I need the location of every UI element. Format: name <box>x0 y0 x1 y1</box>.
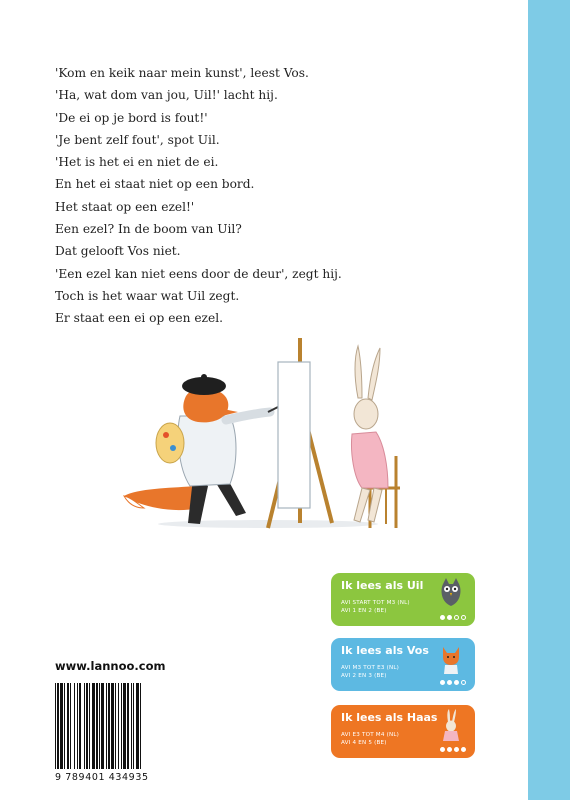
level-range-nl: AVI E3 TOT M4 (NL) <box>341 732 400 738</box>
isbn-digits: 9 789401 434935 <box>55 772 149 783</box>
level-badge-vos <box>331 638 475 691</box>
story-line: Dat gelooft Vos niet. <box>55 244 181 259</box>
story-line: En het ei staat niet op een bord. <box>55 177 255 192</box>
level-dot-filled <box>447 680 452 685</box>
level-title: Ik lees als Vos <box>341 644 429 657</box>
level-range-nl: AVI M3 TOT E3 (NL) <box>341 665 400 671</box>
barcode-bar <box>89 683 90 769</box>
story-line: 'Het is het ei en niet de ei. <box>55 155 219 170</box>
level-dot-filled <box>454 680 459 685</box>
barcode-bar <box>67 683 69 769</box>
level-range-be: AVI 2 EN 3 (BE) <box>341 673 387 679</box>
barcode-bar <box>55 683 56 769</box>
story-text <box>55 62 495 330</box>
owl-icon <box>435 576 467 610</box>
barcode-bar <box>115 683 116 769</box>
level-title: Ik lees als Haas <box>341 711 438 724</box>
level-dot-filled <box>447 747 452 752</box>
barcode-bar <box>84 683 85 769</box>
barcode-bar <box>79 683 81 769</box>
barcode-bar <box>121 683 122 769</box>
story-line: Er staat een ei op een ezel. <box>55 311 223 326</box>
barcode-bar <box>140 683 141 769</box>
barcode-bar <box>86 683 88 769</box>
barcode-bar <box>127 683 129 769</box>
level-dot-filled <box>440 680 445 685</box>
barcode-bar <box>70 683 71 769</box>
fox-icon <box>435 641 467 675</box>
spine-strip <box>528 0 570 800</box>
level-dot-filled <box>461 747 466 752</box>
story-line: 'Ha, wat dom van jou, Uil!' lacht hij. <box>55 88 278 103</box>
level-dot-empty <box>461 680 466 685</box>
level-dots <box>440 615 466 620</box>
barcode-bar <box>101 683 104 769</box>
barcode-bar <box>111 683 114 769</box>
isbn-barcode <box>55 683 165 769</box>
level-dot-filled <box>440 747 445 752</box>
level-dot-filled <box>440 615 445 620</box>
publisher-website[interactable]: www.lannoo.com <box>55 659 166 673</box>
barcode-bar <box>99 683 100 769</box>
barcode-bar <box>96 683 98 769</box>
level-dots <box>440 747 466 752</box>
barcode-bar <box>74 683 75 769</box>
level-badge-uil <box>331 573 475 626</box>
level-title: Ik lees als Uil <box>341 579 424 592</box>
barcode-bar <box>136 683 139 769</box>
barcode-bar <box>108 683 110 769</box>
level-range-be: AVI 4 EN 5 (BE) <box>341 740 387 746</box>
level-dot-empty <box>461 615 466 620</box>
level-badge-haas <box>331 705 475 758</box>
story-line: Toch is het waar wat Uil zegt. <box>55 288 240 303</box>
hare-icon <box>435 708 467 742</box>
level-dots <box>440 680 466 685</box>
level-dot-filled <box>454 747 459 752</box>
barcode-bar <box>92 683 95 769</box>
fox-painting-hare-illustration <box>118 338 408 533</box>
level-range-be: AVI 1 EN 2 (BE) <box>341 608 387 614</box>
level-dot-filled <box>447 615 452 620</box>
story-line: 'Een ezel kan niet eens door de deur', zegt hij. <box>55 266 342 281</box>
story-line: Een ezel? In de boom van Uil? <box>55 222 242 237</box>
story-line: 'De ei op je bord is fout!' <box>55 110 208 125</box>
barcode-bar <box>57 683 59 769</box>
barcode-bar <box>133 683 134 769</box>
story-line: Het staat op een ezel!' <box>55 199 195 214</box>
barcode-bar <box>118 683 119 769</box>
barcode-bar <box>64 683 65 769</box>
barcode-bar <box>123 683 126 769</box>
story-line: 'Kom en keik naar mein kunst', leest Vos. <box>55 66 309 80</box>
level-dot-empty <box>454 615 459 620</box>
level-range-nl: AVI START TOT M3 (NL) <box>341 600 410 606</box>
barcode-bar <box>106 683 107 769</box>
story-line: 'Je bent zelf fout', spot Uil. <box>55 132 220 147</box>
barcode-bar <box>77 683 78 769</box>
barcode-bar <box>131 683 132 769</box>
barcode-bar <box>60 683 63 769</box>
